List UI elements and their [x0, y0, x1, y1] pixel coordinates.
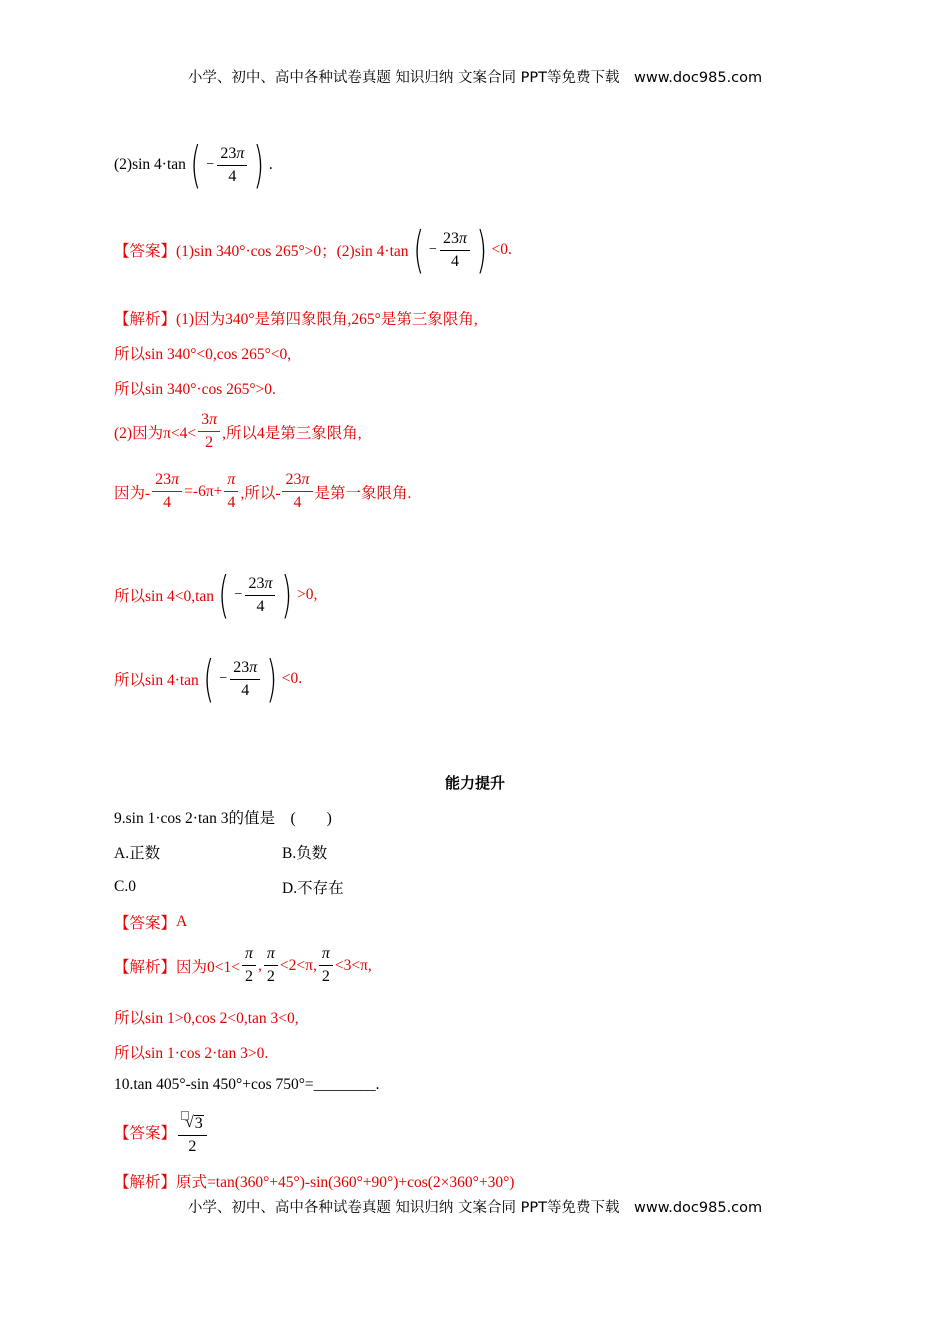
analysis-text: ,所以-: [240, 484, 281, 502]
fraction: $\frac{\pi}{2}$: [242, 946, 256, 985]
q9-options-row2: [114, 876, 450, 898]
answer-tag: 【答案】: [114, 1124, 177, 1142]
analysis-8-line4: [114, 412, 362, 451]
q9-analysis-line2: [114, 1006, 299, 1028]
analysis-text: =-6π+: [184, 482, 223, 500]
analysis-text: >0,: [296, 586, 318, 603]
fraction: $\frac{23\pi}{4}$: [245, 576, 275, 615]
section-title: 能力提升: [444, 774, 505, 792]
option-d: D.不存在: [282, 880, 344, 897]
fraction: $\frac{23\pi}{4}$: [152, 472, 182, 511]
analysis-8-line7: [114, 650, 303, 708]
answer-tag: 【答案】: [114, 915, 177, 932]
option-a: A.正数: [114, 845, 161, 862]
page-header: 小学、初中、高中各种试卷真题 知识归纳 文案合同 PPT等免费下载 www.doc985.com: [187, 70, 763, 86]
left-paren: (: [218, 566, 230, 624]
fraction: $\frac{\pi}{4}$: [224, 472, 238, 511]
option-c: C.0: [114, 878, 136, 895]
analysis-text: 所以sin 340°·cos 265°>0.: [114, 381, 276, 398]
analysis-text: ,: [258, 956, 262, 974]
analysis-text: 是第一象限角.: [314, 484, 412, 502]
left-paren: (: [190, 136, 202, 194]
analysis-text: <2<π,: [279, 956, 317, 974]
answer-tag: 【答案】: [114, 243, 177, 260]
analysis-text: <3<π,: [334, 956, 372, 974]
left-paren: (: [412, 221, 424, 279]
analysis-8-line2: [114, 342, 291, 364]
minus-sign: −: [429, 242, 437, 257]
q9-answer: [114, 911, 187, 933]
q8-part2: [114, 136, 273, 194]
analysis-8-line5: [114, 472, 411, 511]
fraction: $\frac{3\pi}{2}$: [198, 412, 220, 451]
analysis-text: (2)因为π<4<: [114, 424, 197, 442]
option-b: B.负数: [282, 845, 328, 862]
fraction: $\frac{23\pi}{4}$: [282, 472, 312, 511]
analysis-text: 因为0<1<: [176, 958, 240, 976]
analysis-text: 所以sin 4·tan: [114, 672, 199, 689]
analysis-text: 原式=tan(360°+45°)-sin(360°+90°)+cos(2×360°+30°): [176, 1174, 515, 1191]
minus-sign: −: [219, 671, 228, 686]
fraction: $\frac{23\pi}{4}$: [217, 146, 247, 185]
analysis-text: 所以sin 340°<0,cos 265°<0,: [114, 346, 292, 363]
answer-value: A: [176, 913, 188, 930]
left-paren: (: [203, 650, 214, 708]
answer-text-end: <0.: [491, 241, 512, 258]
q9-analysis-line1: [114, 946, 372, 985]
analysis-tag: 【解析】: [114, 1174, 177, 1191]
analysis-8-line6: [114, 566, 318, 624]
right-paren: ): [266, 650, 278, 708]
analysis-text: (1)因为340°是第四象限角,265°是第三象限角,: [176, 311, 478, 328]
q9-analysis-line3: [114, 1041, 268, 1063]
analysis-text: 因为-: [114, 484, 151, 502]
right-paren: ): [253, 136, 265, 194]
right-paren: ): [281, 566, 293, 624]
analysis-text: 所以sin 4<0,tan: [114, 588, 215, 605]
q9-stem: [114, 806, 332, 828]
analysis-text: <0.: [281, 670, 303, 687]
analysis-text: 所以sin 1>0,cos 2<0,tan 3<0,: [114, 1010, 299, 1027]
q8-part2-prefix: (2)sin 4·tan: [114, 156, 186, 173]
answer-text: (1)sin 340°·cos 265°>0；(2)sin 4·tan: [176, 243, 409, 260]
analysis-8-line1: [114, 307, 478, 329]
q10-answer: [114, 1108, 209, 1155]
analysis-tag: 【解析】: [114, 958, 177, 976]
analysis-8-line3: [114, 377, 276, 399]
fraction: $\frac{23\pi}{4}$: [440, 231, 470, 270]
fraction: $\frac{\pi}{2}$: [319, 946, 333, 985]
right-paren: ): [476, 221, 488, 279]
analysis-text: 所以sin 1·cos 2·tan 3>0.: [114, 1045, 269, 1062]
analysis-tag: 【解析】: [114, 311, 177, 328]
minus-sign: −: [234, 587, 243, 602]
fraction: $\frac{23\pi}{4}$: [230, 660, 260, 699]
period: .: [268, 156, 273, 173]
answer-8: [114, 221, 512, 279]
page-footer: 小学、初中、高中各种试卷真题 知识归纳 文案合同 PPT等免费下载 www.doc985.com: [187, 1200, 763, 1216]
analysis-text: ,所以4是第三象限角,: [222, 424, 362, 442]
q9-options-row1: [114, 841, 450, 863]
question-stem: 10.tan 405°-sin 450°+cos 750°=________.: [114, 1076, 380, 1093]
sqrt-symbol: √ 3: [181, 1115, 204, 1132]
question-stem: 9.sin 1·cos 2·tan 3的值是 ( ): [114, 810, 332, 827]
q10-analysis: [114, 1170, 514, 1192]
q10-stem: [114, 1076, 380, 1094]
fraction: √ 3 2: [178, 1108, 207, 1155]
minus-sign: −: [206, 157, 215, 172]
fraction: $\frac{\pi}{2}$: [264, 946, 278, 985]
